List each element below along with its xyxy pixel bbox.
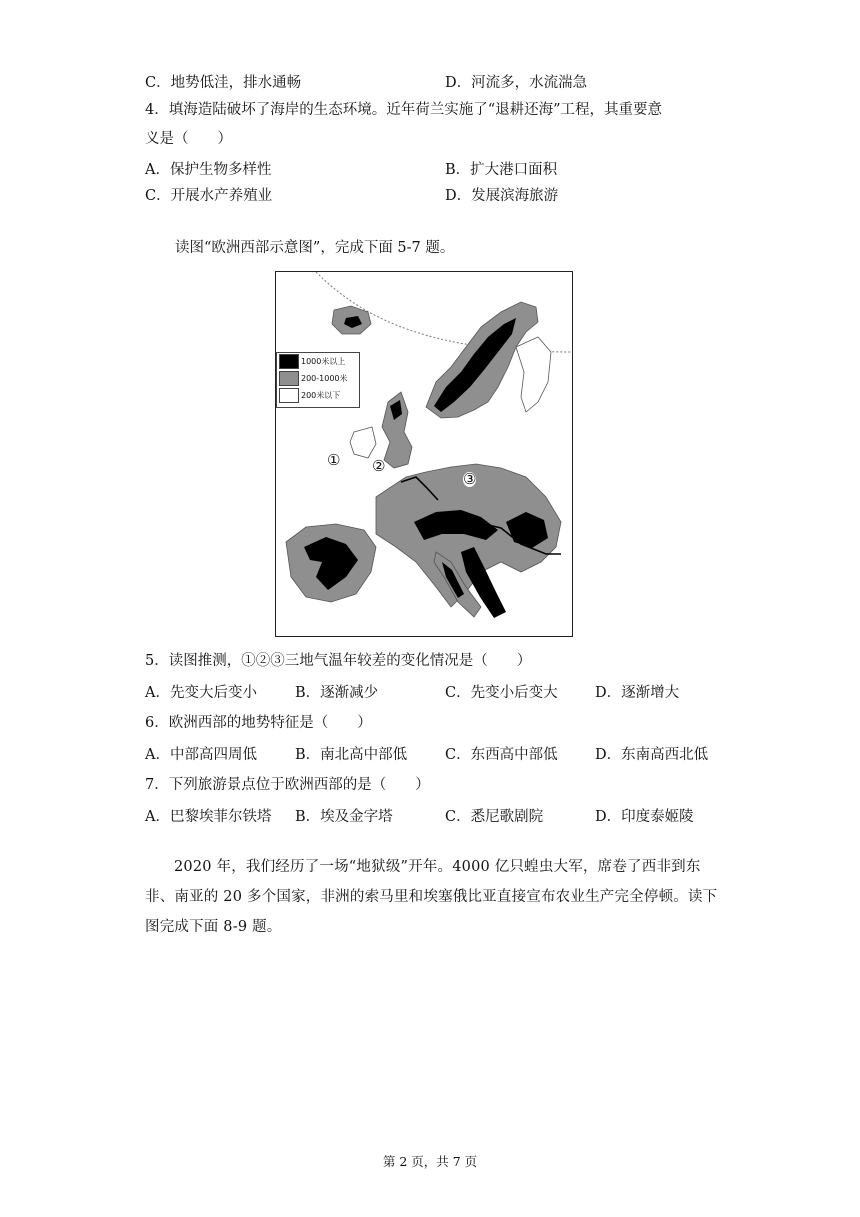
map-intro: 读图“欧洲西部示意图”，完成下面 5-7 题。 — [175, 240, 455, 256]
q4-option-d: D．发展滨海旅游 — [445, 188, 559, 204]
q5-stem: 5．读图推测，①②③三地气温年较差的变化情况是（ ） — [145, 653, 532, 669]
legend-item — [277, 353, 359, 370]
page-footer: 第 2 页，共 7 页 — [382, 1154, 478, 1169]
q6-option-b: B．南北高中部低 — [295, 747, 408, 763]
q4-option-a: A．保护生物多样性 — [145, 162, 272, 178]
q3-option-c: C．地势低洼，排水通畅 — [145, 75, 302, 91]
legend-label: 1000米以上 — [301, 357, 346, 366]
q7-option-b: B．埃及金字塔 — [295, 809, 393, 825]
q7-stem: 7．下列旅游景点位于欧洲西部的是（ ） — [145, 777, 430, 793]
europe-map-drawing — [276, 272, 572, 636]
q6-option-c: C．东西高中部低 — [445, 747, 558, 763]
q4-option-c: C．开展水产养殖业 — [145, 188, 273, 204]
q7-option-c: C．悉尼歌剧院 — [445, 809, 544, 825]
q5-option-d: D．逐渐增大 — [595, 685, 680, 701]
legend-label: 200-1000米 — [301, 374, 348, 383]
legend-label: 200米以下 — [301, 391, 341, 400]
map-marker-2: ② — [372, 457, 386, 475]
q5-option-c: C．先变小后变大 — [445, 685, 558, 701]
q3-option-d: D．河流多，水流湍急 — [445, 75, 588, 91]
finland-shape — [516, 337, 551, 412]
q6-stem: 6．欧洲西部的地势特征是（ ） — [145, 715, 372, 731]
q5-option-b: B．逐渐减少 — [295, 685, 379, 701]
q4-option-b: B．扩大港口面积 — [445, 162, 558, 178]
legend-swatch-high — [279, 354, 299, 369]
map-marker-3: ③ — [463, 470, 477, 488]
q4-stem-line1: 4．填海造陆破坏了海岸的生态环境。近年荷兰实施了“退耕还海”工程，其重要意 — [145, 102, 663, 118]
map-marker-1: ① — [327, 451, 341, 469]
q7-option-d: D．印度泰姬陵 — [595, 809, 694, 825]
q6-option-a: A．中部高四周低 — [145, 747, 257, 763]
legend-item — [277, 370, 359, 387]
locust-paragraph: 2020 年，我们经历了一场“地狱级”开年。4000 亿只蝗虫大军，席卷了西非到东非、南亚的 20 多个国家，非洲的索马里和埃塞俄比亚直接宣布农业生产完全停顿。读下图完成下面 8-9 题。 — [145, 859, 718, 935]
ireland-shape — [350, 427, 376, 458]
legend-swatch-mid — [279, 371, 299, 386]
legend-item — [277, 387, 359, 404]
map-legend — [276, 352, 360, 408]
q5-option-a: A．先变大后变小 — [145, 685, 257, 701]
europe-west-map — [275, 271, 573, 637]
q6-option-d: D．东南高西北低 — [595, 747, 709, 763]
q7-option-a: A．巴黎埃菲尔铁塔 — [145, 809, 272, 825]
legend-swatch-low — [279, 388, 299, 403]
q4-stem-line2: 义是（ ） — [145, 131, 232, 147]
